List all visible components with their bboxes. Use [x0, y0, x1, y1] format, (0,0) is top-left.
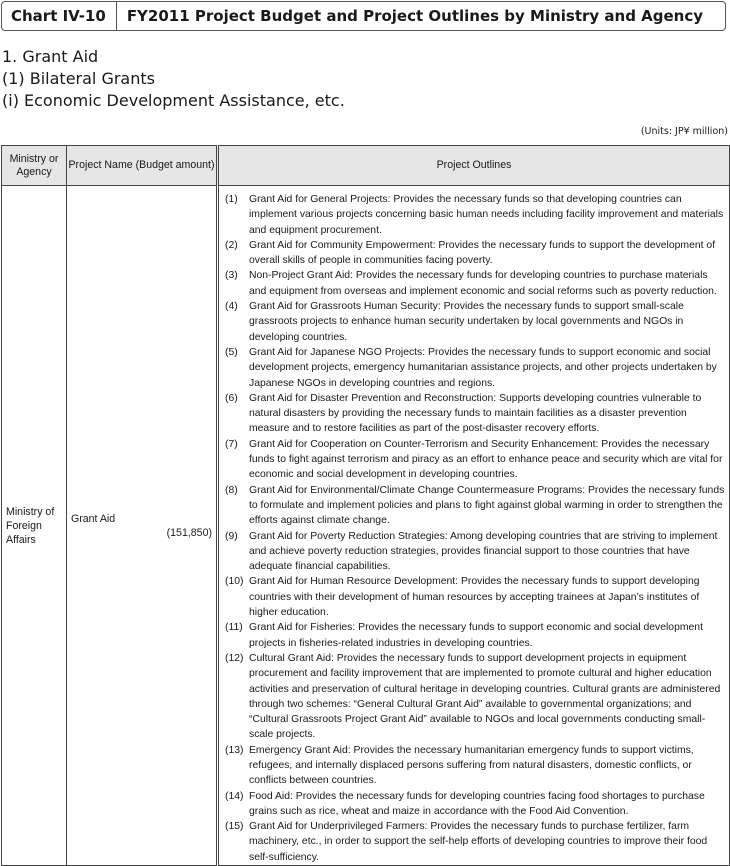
list-item: [225, 743, 725, 789]
item-number: (7): [225, 438, 238, 450]
list-item: [225, 437, 725, 483]
list-item: [225, 620, 725, 651]
item-number: (2): [225, 239, 238, 251]
item-text: Grant Aid for Underprivileged Farmers: Provides the necessary funds to purchase fertilizer, farm machinery, etc., in order to support the self-help efforts of developing countries to improve their food self-sufficiency.: [249, 821, 708, 863]
item-text: Grant Aid for Disaster Prevention and Reconstruction: Supports developing countries vulnerable to natural disasters by providing the necessary funds to maintain facilities as a disaster prevention measure and to restore facilities as part of the post-disaster recovery efforts.: [249, 392, 702, 435]
list-item: [225, 345, 725, 391]
item-text: Food Aid: Provides the necessary funds for developing countries facing food shortages to purchase grains such as rice, wheat and maize in accordance with the Food Aid Convention.: [249, 790, 705, 817]
project-name: Grant Aid: [71, 512, 116, 525]
project-cell: [67, 186, 218, 866]
item-number: (11): [225, 622, 243, 634]
outlines-cell: [218, 186, 730, 866]
chart-title-box: [1, 1, 726, 31]
section-headings: [2, 46, 345, 112]
item-text: Grant Aid for Cooperation on Counter-Terrorism and Security Enhancement: Provides the necessary funds to fight against terrorism and piracy as an effort to enhance peace and security which are vital for economic and social development in developing countries.: [249, 438, 723, 481]
list-item: [225, 529, 725, 575]
table-header-row: [2, 146, 730, 186]
item-text: Grant Aid for Environmental/Climate Change Countermeasure Programs: Provides the necessary funds to formulate and implement policies and plans to fight against global warming in order to strengthen the efforts against climate change.: [249, 484, 725, 527]
heading-level-3: (i) Economic Development Assistance, etc.: [2, 91, 345, 110]
item-number: (5): [225, 346, 238, 358]
item-text: Grant Aid for Human Resource Development: Provides the necessary funds to support developing countries with their development of human resources by accepting trainees at Japan’s institutes of higher education.: [249, 576, 700, 619]
item-text: Grant Aid for General Projects: Provides the necessary funds so that developing countries can implement various projects concerning basic human needs including facility improvement and materials and equipment procurement.: [249, 194, 724, 236]
header-outlines: Project Outlines: [218, 146, 730, 186]
item-number: (6): [225, 392, 238, 404]
item-text: Grant Aid for Community Empowerment: Provides the necessary funds to support the development of overall skills of people in communities facing poverty.: [249, 239, 716, 267]
item-number: (4): [225, 301, 238, 313]
item-number: (10): [225, 576, 244, 588]
list-item: [225, 391, 725, 437]
item-number: (12): [225, 652, 244, 664]
list-item: [225, 483, 725, 529]
item-text: Grant Aid for Grassroots Human Security: Provides the necessary funds to support small-scale grassroots projects to enhance human security undertaken by local governments and NGOs in developing countries.: [249, 301, 684, 343]
list-item: [225, 819, 725, 865]
outline-list: [225, 192, 725, 865]
budget-amount: (151,850): [166, 526, 212, 539]
list-item: [225, 299, 725, 345]
table-row: [2, 186, 730, 866]
heading-level-1: 1. Grant Aid: [2, 47, 99, 66]
list-item: [225, 238, 725, 269]
chart-title: FY2011 Project Budget and Project Outlines by Ministry and Agency: [126, 7, 704, 25]
item-text: Grant Aid for Fisheries: Provides the necessary funds to support economic and social development projects in fisheries-related industries in developing countries.: [249, 622, 703, 649]
item-text: Grant Aid for Poverty Reduction Strategies: Among developing countries that are striving to implement and achieve poverty reduction strategies, provides financial support to those countries that have adequate financial capabilities.: [249, 530, 718, 573]
chart-label: Chart IV-10: [2, 2, 117, 30]
header-project: Project Name (Budget amount): [67, 146, 218, 186]
item-text: Grant Aid for Japanese NGO Projects: Provides the necessary funds to support economic and social development projects, emergency humanitarian assistance projects, and other projects undertaken by Japanese NGOs in developing countries and regions.: [249, 346, 717, 389]
list-item: [225, 268, 725, 299]
item-number: (8): [225, 484, 238, 496]
item-text: Emergency Grant Aid: Provides the necessary humanitarian emergency funds to support victims, refugees, and internally displaced persons suffering from natural disasters, domestic conflicts, or conflicts between countries.: [249, 744, 694, 787]
item-number: (3): [225, 270, 238, 282]
item-number: (13): [225, 744, 244, 756]
list-item: [225, 651, 725, 743]
heading-level-2: (1) Bilateral Grants: [2, 69, 155, 88]
list-item: [225, 789, 725, 820]
header-ministry: Ministry or Agency: [2, 146, 67, 186]
item-number: (9): [225, 530, 238, 542]
item-number: (1): [225, 194, 238, 205]
item-text: Cultural Grant Aid: Provides the necessary funds to support development projects in equipment procurement and facility improvement that are implemented to promote cultural and higher education activities and preservation of cultural heritage in developing countries. Cultural grants are administered through two schemes: “General Cultural Grant Aid” available to governmental organizations; and “Cultural Grassroots Project Grant Aid” available to NGOs and local governments conducting small-scale projects.: [249, 652, 721, 741]
ministry-cell: Ministry of Foreign Affairs: [2, 186, 67, 866]
item-number: (14): [225, 790, 244, 802]
item-number: (15): [225, 821, 244, 833]
list-item: [225, 574, 725, 620]
item-text: Non-Project Grant Aid: Provides the necessary funds for developing countries to purchase materials and equipment from overseas and implement economic and social reforms such as poverty reduction.: [249, 270, 717, 297]
units-note: (Units: JP¥ million): [640, 126, 728, 137]
list-item: [225, 192, 725, 238]
budget-table: [1, 145, 730, 866]
